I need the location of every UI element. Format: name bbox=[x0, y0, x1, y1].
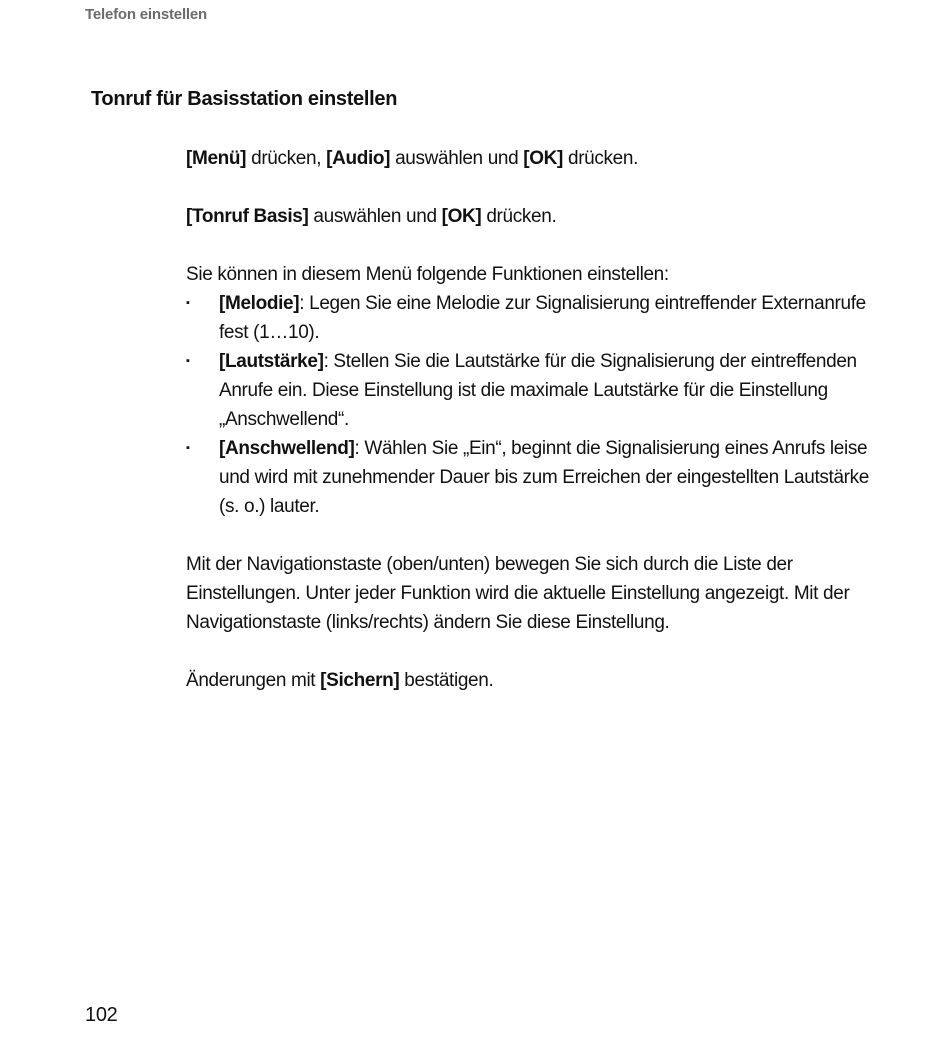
confirm-step bbox=[186, 666, 876, 695]
function-description: : Wählen Sie „Ein“, beginnt die Signalisierung eines Anrufs leise und wird mit zunehmender Dauer bis zum Erreichen der eingestellten Lautstärke (s. o.) lauter. bbox=[219, 438, 870, 517]
function-description: : Stellen Sie die Lautstärke für die Signalisierung der eintreffenden Anrufe ein. Diese Einstellung ist die maximale Lautstärke für die Einstellung „Anschwellend“. bbox=[219, 351, 857, 430]
step-text: drücken. bbox=[481, 206, 557, 227]
key-menu: [Menü] bbox=[186, 148, 247, 169]
functions-intro: Sie können in diesem Menü folgende Funktionen einstellen: bbox=[186, 264, 669, 285]
section-title: Tonruf für Basisstation einstellen bbox=[91, 88, 398, 110]
step-text: auswählen und bbox=[308, 206, 442, 227]
key-sichern: [Sichern] bbox=[320, 670, 400, 691]
step-text: auswählen und bbox=[390, 148, 524, 169]
list-item bbox=[186, 347, 876, 434]
function-term: [Lautstärke] bbox=[219, 351, 324, 372]
list-item bbox=[186, 434, 876, 521]
step-text: drücken. bbox=[563, 148, 639, 169]
key-audio: [Audio] bbox=[326, 148, 391, 169]
running-header: Telefon einstellen bbox=[85, 6, 207, 23]
function-term: [Melodie] bbox=[219, 293, 300, 314]
function-term: [Anschwellend] bbox=[219, 438, 355, 459]
step-text: drücken, bbox=[246, 148, 327, 169]
navigation-paragraph: Mit der Navigationstaste (oben/unten) bewegen Sie sich durch die Liste der Einstellungen. Unter jeder Funktion wird die aktuelle Einstellung angezeigt. Mit der Navigationstaste (links/rechts) ändern Sie diese Einstellung. bbox=[186, 554, 850, 633]
instructions bbox=[186, 144, 876, 695]
step-open-audio-menu bbox=[186, 144, 876, 173]
step-text: Änderungen mit bbox=[186, 670, 321, 691]
step-select-tonruf-basis bbox=[186, 202, 876, 231]
page-number: 102 bbox=[85, 1004, 118, 1026]
step-text: bestätigen. bbox=[399, 670, 494, 691]
key-ok: [OK] bbox=[441, 206, 482, 227]
list-item bbox=[186, 289, 876, 347]
key-tonruf-basis: [Tonruf Basis] bbox=[186, 206, 309, 227]
key-ok: [OK] bbox=[523, 148, 564, 169]
functions-list bbox=[186, 289, 876, 521]
function-description: : Legen Sie eine Melodie zur Signalisierung eintreffender Externanrufe fest (1…10). bbox=[219, 293, 866, 343]
